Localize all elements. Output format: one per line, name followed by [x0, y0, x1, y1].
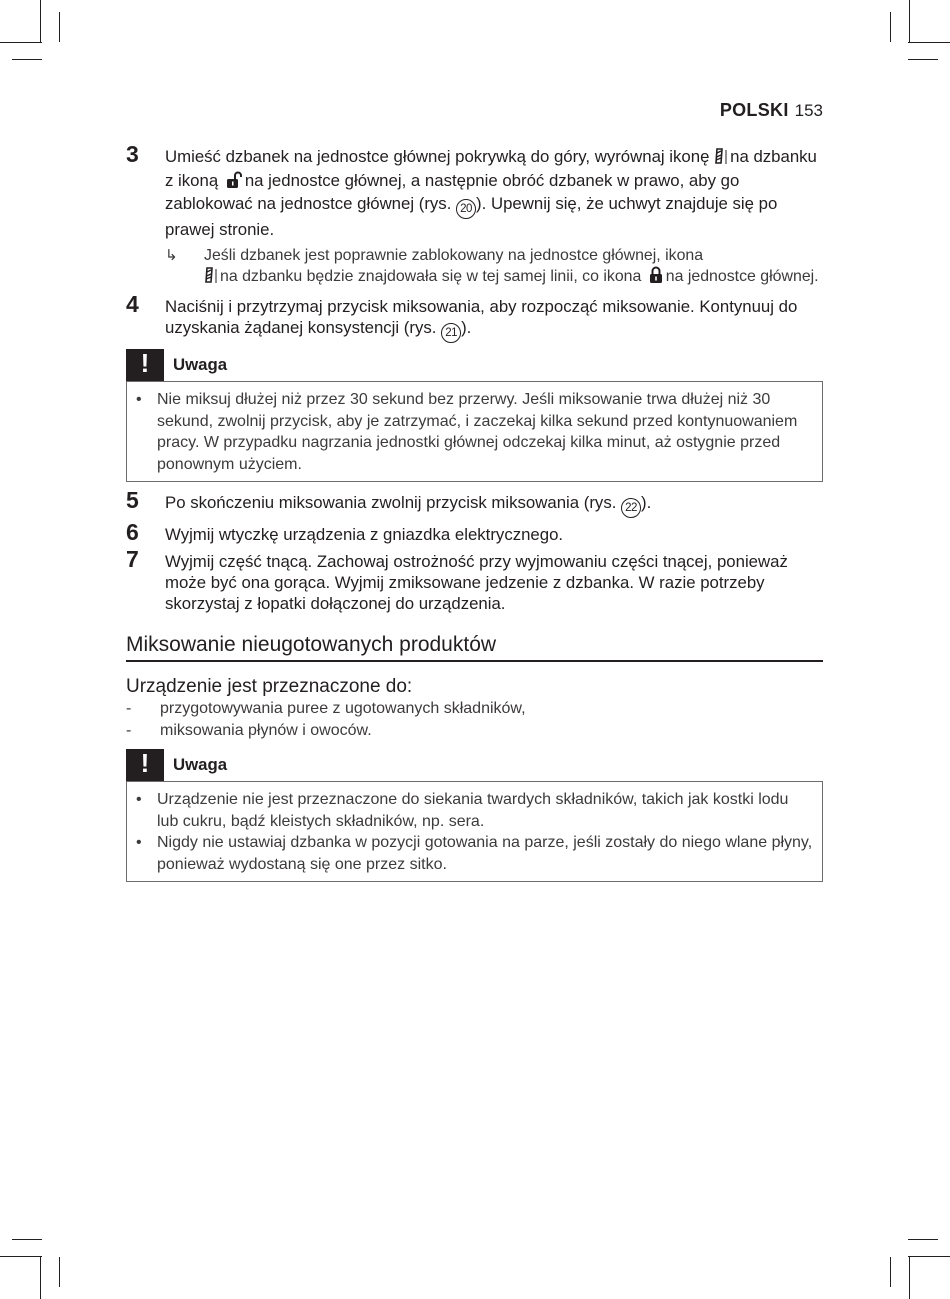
bullet: • — [136, 834, 142, 851]
section-title: Miksowanie nieugotowanych produktów — [126, 633, 823, 662]
bullet: • — [136, 791, 142, 808]
step-text-part: Umieść dzbanek na jednostce głównej pokrywką do góry, wyrównaj ikonę — [165, 147, 710, 166]
warning-icon — [126, 749, 164, 781]
warning-header — [126, 749, 823, 781]
list-item-text: przygotowywania puree z ugotowanych składników, — [160, 700, 526, 717]
figure-ref-21: 21 — [441, 323, 461, 343]
figure-ref-20: 20 — [456, 199, 476, 219]
warning-label: Uwaga — [173, 355, 228, 374]
warning-icon — [126, 349, 164, 381]
step-number: 5 — [126, 487, 139, 513]
step-text-part: na jednostce głównej, a następnie obróć dzbanek w prawo, aby go zablokować na jednostce głównej (rys. — [165, 171, 740, 213]
page-header — [720, 100, 823, 121]
step-text — [165, 296, 823, 343]
page-content — [126, 141, 823, 882]
step-5 — [126, 487, 823, 518]
step-number: 3 — [126, 141, 139, 167]
step-text-part: Naciśnij i przytrzymaj przycisk miksowania, aby rozpocząć miksowanie. Kontynuuj do uzyskania żądanej konsystencji (rys. — [165, 297, 798, 337]
unlock-icon — [226, 171, 242, 193]
lock-icon — [649, 266, 663, 289]
list-item-text: miksowania płynów i owoców. — [160, 721, 372, 739]
result-arrow-icon: ↳ — [165, 247, 178, 264]
step-text-part: ). — [461, 318, 472, 337]
warning-symbol: ! — [140, 348, 150, 378]
warning-box — [126, 781, 823, 882]
step-number: 6 — [126, 519, 139, 545]
list-item — [126, 720, 823, 742]
step-text: Wyjmij część tnącą. Zachowaj ostrożność przy wyjmowaniu części tnącej, ponieważ może być ona gorąca. Wyjmij zmiksowane jedzenie z dzbanka. W razie potrzeby skorzystaj z łopatki dołączonej do urządzenia. — [165, 552, 788, 613]
step-number: 7 — [126, 546, 139, 572]
warning-text: Urządzenie nie jest przeznaczone do siekania twardych składników, takich jak kostki lodu lub cukru, bądź kleistych składników, np. sera. — [157, 791, 789, 830]
dash: - — [126, 700, 132, 717]
list-item — [126, 698, 823, 720]
warning-symbol: ! — [140, 748, 150, 778]
result-text-part: na dzbanku będzie znajdowała się w tej samej linii, co ikona — [220, 268, 642, 285]
dash: - — [126, 721, 132, 739]
warning-item — [136, 389, 814, 475]
warning-item — [136, 789, 814, 832]
language-label: POLSKI — [719, 100, 789, 120]
step-text-part: ). — [641, 493, 652, 512]
step-number: 4 — [126, 291, 139, 317]
step-text-part: ). Upewnij się, że uchwyt znajduje się po prawej stronie. — [165, 194, 778, 239]
jug-icon — [714, 147, 728, 170]
step-3 — [126, 141, 823, 240]
step-7 — [126, 546, 823, 614]
step-6 — [126, 519, 823, 545]
step-text-part: na dzbanku z ikoną — [165, 147, 817, 190]
step-4 — [126, 291, 823, 343]
step-text: Wyjmij wtyczkę urządzenia z gniazdka elektrycznego. — [165, 525, 564, 544]
warning-item — [136, 832, 814, 875]
step-text — [165, 146, 823, 240]
bullet: • — [136, 391, 142, 408]
step-3-result — [126, 245, 823, 290]
warning-label: Uwaga — [173, 755, 228, 774]
section-intro: Urządzenie jest przeznaczone do: — [126, 676, 413, 697]
page-number: 153 — [794, 101, 823, 120]
warning-header — [126, 349, 823, 381]
result-text-part: na jednostce głównej. — [665, 268, 819, 285]
jug-icon — [204, 266, 218, 290]
warning-box — [126, 381, 823, 482]
warning-text: Nie miksuj dłużej niż przez 30 sekund bez przerwy. Jeśli miksowanie trwa dłużej niż 30 sekund, zwolnij przycisk, aby je zatrzymać, i zaczekaj kilka sekund przed kontynuowaniem pracy. W przypadku nagrzania jednostki głównej odczekaj kilka minut, aż ostygnie przed ponownym użyciem. — [157, 391, 798, 473]
result-text-part: Jeśli dzbanek jest poprawnie zablokowany na jednostce głównej, ikona — [204, 247, 704, 264]
figure-ref-22: 22 — [621, 498, 641, 518]
warning-text: Nigdy nie ustawiaj dzbanka w pozycji gotowania na parze, jeśli zostały do niego wlane płyny, ponieważ wydostaną się one przez sitko. — [157, 834, 813, 873]
step-text — [165, 492, 823, 518]
step-text-part: Po skończeniu miksowania zwolnij przycisk miksowania (rys. — [165, 493, 617, 512]
